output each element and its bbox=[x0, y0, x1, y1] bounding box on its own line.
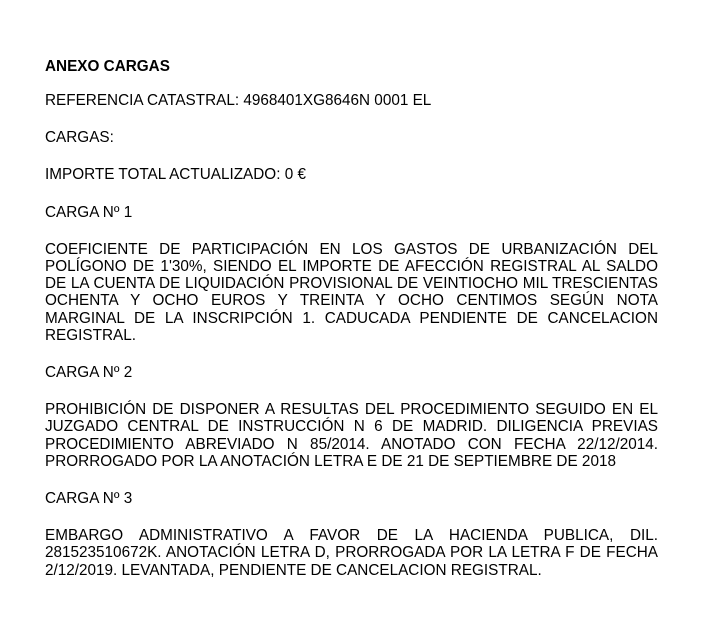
carga-1-heading: CARGA Nº 1 bbox=[45, 203, 133, 221]
spacer bbox=[45, 221, 658, 241]
spacer bbox=[45, 184, 658, 204]
carga-3-heading: CARGA Nº 3 bbox=[45, 490, 133, 508]
spacer bbox=[45, 470, 658, 490]
carga-2-heading: CARGA Nº 2 bbox=[45, 364, 133, 382]
carga-3-text: EMBARGO ADMINISTRATIVO A FAVOR DE LA HACIENDA PUBLICA, DIL. 281523510672K. ANOTACIÓN LETRA D, PRORROGADA POR LA LETRA F DE FECHA 2/12/2019. LEVANTADA, PENDIENTE DE CANCELACION REGISTRAL. bbox=[45, 527, 658, 579]
spacer bbox=[45, 381, 658, 401]
document-title: ANEXO CARGAS bbox=[45, 58, 170, 75]
importe-total: IMPORTE TOTAL ACTUALIZADO: 0 € bbox=[45, 166, 306, 184]
spacer bbox=[45, 146, 658, 166]
spacer bbox=[45, 344, 658, 364]
document-body bbox=[45, 58, 658, 579]
referencia-catastral: REFERENCIA CATASTRAL: 4968401XG8646N 0001 EL bbox=[45, 92, 432, 109]
spacer bbox=[45, 109, 658, 129]
spacer bbox=[45, 507, 658, 527]
carga-2-text: PROHIBICIÓN DE DISPONER A RESULTAS DEL PROCEDIMIENTO SEGUIDO EN EL JUZGADO CENTRAL DE INSTRUCCIÓN N 6 DE MADRID. DILIGENCIA PREVIAS PROCEDIMIENTO ABREVIADO N 85/2014. ANOTADO CON FECHA 22/12/2014. PRORROGADO POR LA ANOTACIÓN LETRA E DE 21 DE SEPTIEMBRE DE 2018 bbox=[45, 401, 658, 470]
carga-1-text: COEFICIENTE DE PARTICIPACIÓN EN LOS GASTOS DE URBANIZACIÓN DEL POLÍGONO DE 1'30%, SIENDO EL IMPORTE DE AFECCIÓN REGISTRAL AL SALDO DE LA CUENTA DE LIQUIDACIÓN PROVISIONAL DE VEINTIOCHO MIL TRESCIENTAS OCHENTA Y OCHO EUROS Y TREINTA Y OCHO CENTIMOS SEGÚN NOTA MARGINAL DE LA INSCRIPCIÓN 1. CADUCADA PENDIENTE DE CANCELACION REGISTRAL. bbox=[45, 240, 658, 344]
cargas-heading: CARGAS: bbox=[45, 129, 114, 147]
spacer bbox=[45, 75, 658, 92]
